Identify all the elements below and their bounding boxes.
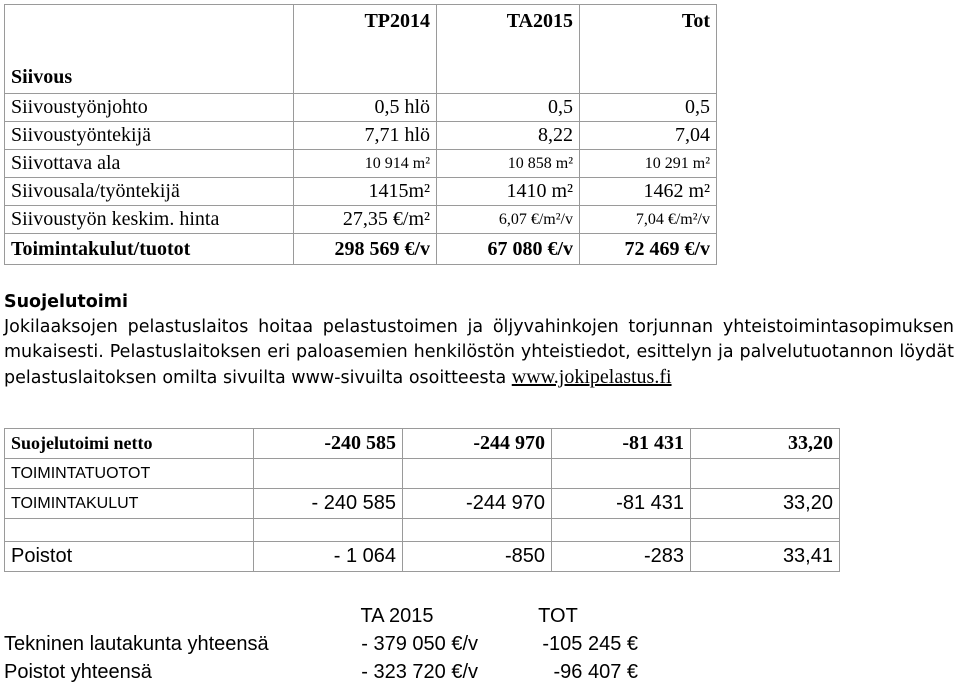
cell-ta2015: - 323 720 €/v: [361, 661, 478, 683]
table-row: [5, 206, 717, 234]
cell-tot: -105 245 €: [542, 633, 638, 655]
cell-tot: 1462 m²: [580, 178, 717, 206]
column-header-tot: TOT: [538, 605, 578, 627]
section-paragraph: [4, 315, 954, 391]
column-header-ta2015: TA 2015: [360, 605, 434, 627]
empty-cell: [4, 602, 316, 630]
cell-ta2015: 1410 m²: [437, 178, 580, 206]
table-row: [5, 234, 717, 265]
cell-ta2015: 67 080 €/v: [437, 234, 580, 265]
cell-ta2015: 6,07 €/m²/v: [437, 206, 580, 234]
cell-value: -244 970: [403, 429, 552, 459]
cell-tp2014: 1415m²: [294, 178, 437, 206]
suojelutoimi-section: [4, 290, 954, 391]
netto-table: [4, 428, 840, 572]
summary-table: [4, 602, 638, 686]
column-header-tp2014: TP2014: [294, 5, 437, 94]
jokipelastus-link[interactable]: www.jokipelastus.fi: [511, 366, 672, 388]
cell-value: [552, 459, 691, 489]
siivous-table: [4, 4, 717, 265]
cell-value: -850: [403, 542, 552, 572]
table-row: [5, 459, 840, 489]
cell-tot: 10 291 m²: [580, 150, 717, 178]
cell-value: - 1 064: [254, 542, 403, 572]
spacer-cell: [403, 519, 552, 542]
spacer-cell: [254, 519, 403, 542]
table-row: [4, 630, 638, 658]
cell-tp2014: 7,71 hlö: [294, 122, 437, 150]
row-label: Poistot: [5, 542, 254, 572]
cell-value: [403, 459, 552, 489]
spacer-cell: [552, 519, 691, 542]
row-label: Suojelutoimi netto: [5, 429, 254, 459]
row-label: Siivousala/työntekijä: [5, 178, 294, 206]
cell-tot: 7,04: [580, 122, 717, 150]
row-label: TOIMINTAKULUT: [5, 489, 254, 519]
row-label: Siivoustyöntekijä: [5, 122, 294, 150]
table-row: [5, 489, 840, 519]
cell-tot: 72 469 €/v: [580, 234, 717, 265]
cell-ta2015: 8,22: [437, 122, 580, 150]
cell-tot: 7,04 €/m²/v: [580, 206, 717, 234]
table-row: [5, 429, 840, 459]
summary-header-row: [4, 602, 638, 630]
table-row: [5, 122, 717, 150]
siivous-header-row: [5, 5, 717, 94]
row-label: Tekninen lautakunta yhteensä: [4, 633, 269, 655]
column-header-tot: Tot: [580, 5, 717, 94]
table-row: [5, 178, 717, 206]
cell-value: 33,20: [691, 429, 840, 459]
row-label: TOIMINTATUOTOT: [5, 459, 254, 489]
row-label: Toimintakulut/tuotot: [5, 234, 294, 265]
column-header-ta2015: TA2015: [437, 5, 580, 94]
row-label: Siivottava ala: [5, 150, 294, 178]
cell-value: -81 431: [552, 429, 691, 459]
cell-value: 33,41: [691, 542, 840, 572]
cell-value: -240 585: [254, 429, 403, 459]
table-row: [4, 658, 638, 686]
cell-tot: 0,5: [580, 94, 717, 122]
table-row: [5, 150, 717, 178]
row-label: Poistot yhteensä: [4, 661, 152, 683]
cell-tp2014: 27,35 €/m²: [294, 206, 437, 234]
cell-value: -283: [552, 542, 691, 572]
cell-tp2014: 298 569 €/v: [294, 234, 437, 265]
spacer-cell: [5, 519, 254, 542]
cell-value: 33,20: [691, 489, 840, 519]
siivous-title: Siivous: [5, 5, 294, 94]
cell-ta2015: 0,5: [437, 94, 580, 122]
cell-value: -244 970: [403, 489, 552, 519]
spacer-cell: [691, 519, 840, 542]
cell-value: [691, 459, 840, 489]
paragraph-text: Jokilaaksojen pelastuslaitos hoitaa pelastustoimen ja öljyvahinkojen torjunnan yhteistoimintasopimuksen mukaisesti. Pelastuslaitoksen eri paloasemien henkilöstön yhteistiedot, esittelyn ja palvelutuotannon löydät pelastuslaitoksen omilta sivuilta www-sivuilta osoitteesta: [4, 317, 954, 388]
spacer-row: [5, 519, 840, 542]
row-label: Siivoustyön keskim. hinta: [5, 206, 294, 234]
cell-value: - 240 585: [254, 489, 403, 519]
section-heading: Suojelutoimi: [4, 292, 129, 312]
cell-tot: -96 407 €: [553, 661, 638, 683]
cell-ta2015: 10 858 m²: [437, 150, 580, 178]
cell-value: [254, 459, 403, 489]
cell-ta2015: - 379 050 €/v: [361, 633, 478, 655]
cell-tp2014: 10 914 m²: [294, 150, 437, 178]
table-row: [5, 94, 717, 122]
row-label: Siivoustyönjohto: [5, 94, 294, 122]
cell-tp2014: 0,5 hlö: [294, 94, 437, 122]
table-row: [5, 542, 840, 572]
cell-value: -81 431: [552, 489, 691, 519]
